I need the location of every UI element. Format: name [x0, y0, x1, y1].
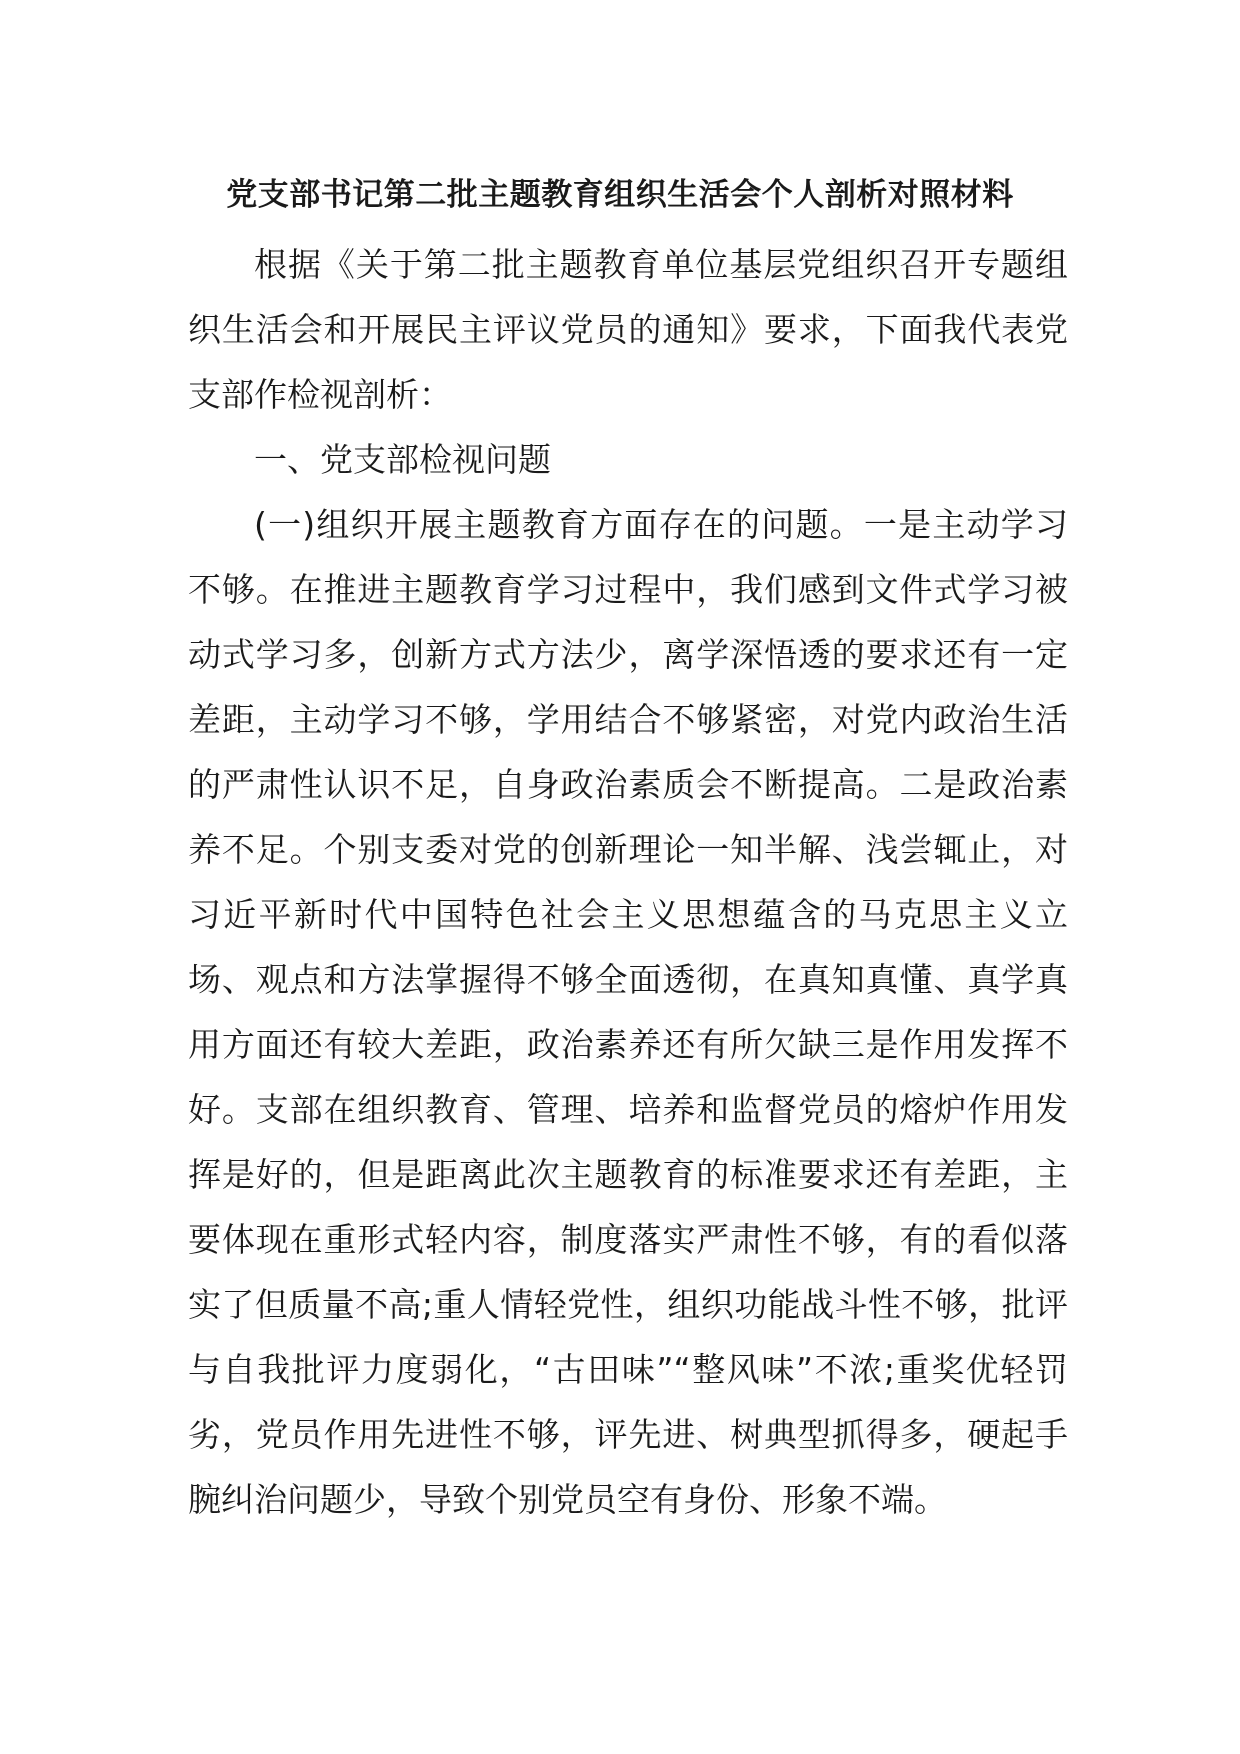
issues-paragraph: (一)组织开展主题教育方面存在的问题。一是主动学习不够。在推进主题教育学习过程中，我们感到文件式学习被动式学习多，创新方式方法少，离学深悟透的要求还有一定差距，主动学习不够，学用结合不够紧密，对党内政治生活的严肃性认识不足，自身政治素质会不断提高。二是政治素养不足。个别支委对党的创新理论一知半解、浅尝辄止，对习近平新时代中国特色社会主义思想蕴含的马克思主义立场、观点和方法掌握得不够全面透彻，在真知真懂、真学真用方面还有较大差距，政治素养还有所欠缺三是作用发挥不好。支部在组织教育、管理、培养和监督党员的熔炉作用发挥是好的，但是距离此次主题教育的标准要求还有差距，主要体现在重形式轻内容，制度落实严肃性不够，有的看似落实了但质量不高;重人情轻党性，组织功能战斗性不够，批评与自我批评力度弱化，“古田味”“整风味”不浓;重奖优轻罚劣，党员作用先进性不够，评先进、树典型抓得多，硬起手腕纠治问题少，导致个别党员空有身份、形象不端。 [188, 505, 1068, 1519]
intro-paragraph: 根据《关于第二批主题教育单位基层党组织召开专题组织生活会和开展民主评议党员的通知》要求，下面我代表党支部作检视剖析： [188, 245, 1068, 414]
section-heading: 一、党支部检视问题 [254, 440, 551, 479]
document-body [188, 232, 1068, 1532]
document-title: 党支部书记第二批主题教育组织生活会个人剖析对照材料 [226, 177, 1014, 213]
